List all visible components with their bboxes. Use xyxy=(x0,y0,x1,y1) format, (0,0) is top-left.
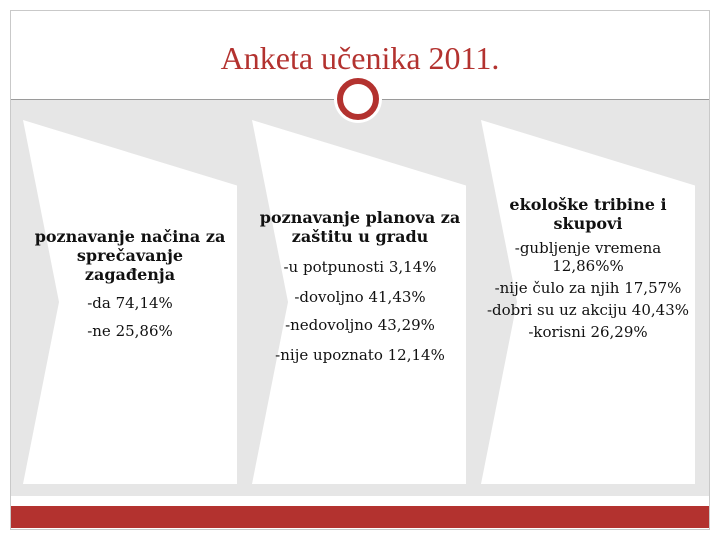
survey-column-3 xyxy=(486,195,690,341)
survey-column-2 xyxy=(258,208,462,364)
answer-item: -nije čulo za njih 17,57% xyxy=(494,279,682,297)
slide-title: Anketa učenika 2011. xyxy=(220,40,500,76)
answer-item: -nije upoznato 12,14% xyxy=(275,346,445,364)
survey-column-1 xyxy=(30,227,230,340)
footer-bar xyxy=(11,506,709,528)
answer-item: -nedovoljno 43,29% xyxy=(285,316,435,334)
answer-item: -da 74,14% xyxy=(87,294,173,312)
answer-item: -korisni 26,29% xyxy=(528,323,648,341)
answer-item: -gubljenje vremena 12,86%% xyxy=(514,239,662,275)
column-heading: poznavanje planova za zaštitu u gradu xyxy=(259,208,461,246)
column-heading: poznavanje načina za sprečavanje zagađenja xyxy=(34,227,226,284)
column-heading: ekološke tribine i skupovi xyxy=(509,195,667,233)
answer-item: -dovoljno 41,43% xyxy=(294,288,426,306)
answer-item: -dobri su uz akciju 40,43% xyxy=(486,301,689,319)
circle-ornament-icon xyxy=(337,78,379,120)
answer-item: -ne 25,86% xyxy=(87,322,173,340)
answer-item: -u potpunosti 3,14% xyxy=(283,258,437,276)
